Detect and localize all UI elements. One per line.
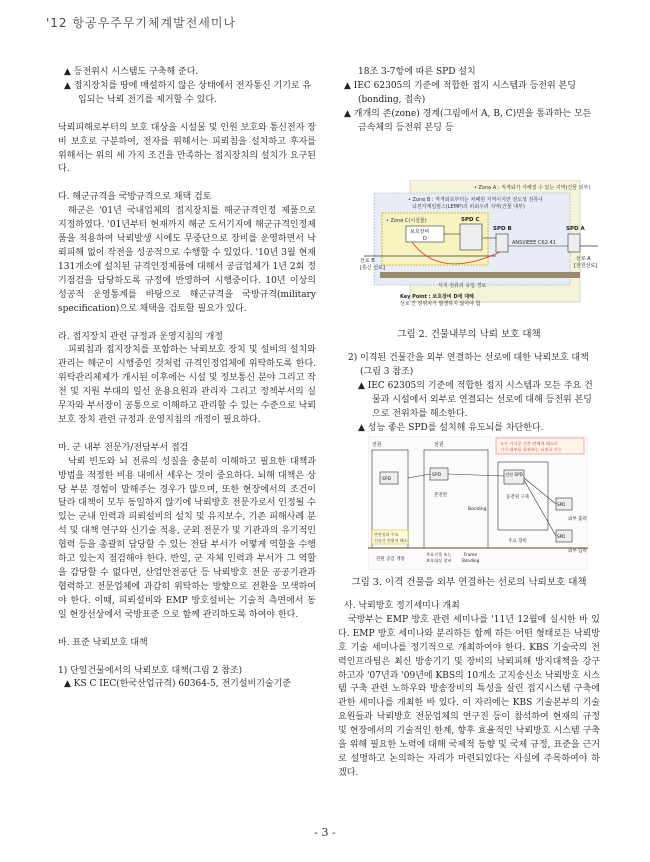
main-equip-label: 주요건물 또는	[426, 552, 452, 557]
spd-c-label: SPD C	[461, 217, 480, 223]
bullet-item: ▲ KS C IEC(한국산업규격) 60364-5, 전기설비기술기준	[64, 679, 292, 690]
equip-box-label: 전원 SPD	[505, 472, 523, 477]
power-label: 전원	[372, 442, 382, 448]
page-number: - 3 -	[314, 826, 336, 839]
spd-in-label: SPD	[557, 534, 566, 539]
bullet-item: ▲ 성능 좋은 SPD를 설치해 유도뇌를 차단한다.	[358, 422, 544, 433]
bonding-label: Bonding	[468, 507, 487, 512]
bullet-item: ▲ 등전위시 시스템도 구축해 준다.	[64, 67, 199, 77]
key-point-label: Key Point : 보호장비 D에 대해	[400, 294, 474, 300]
equipotential-label: 등전위 구축	[506, 495, 530, 500]
substation-note-2: 건물간 전위차 해소	[374, 538, 408, 543]
figure-3-caption: 그림 3. 이격 건물을 외부 연결하는 선로의 낙뢰보호 대책	[351, 577, 587, 588]
zone-a-label: • Zone A : 직격뢰가 가해질 수 있는 지역(건물 외부)	[474, 185, 591, 191]
ansi-label: ANSI/IEEE C62.41	[512, 240, 556, 246]
external-in-label: 외부 입력	[568, 549, 587, 554]
paragraph: 해군은 '01년 국내업체의 접지장치를 해군규격인정 제품으로 지정하였다. '01년부터 현재까지 해군 도서기지에 해군규격인정제품을 적용하여 낙뢰발생 시에도 무중단으로 장비를 운영하면서 낙뢰피해 없이 작전을 성공적으로 수행할 수 있었다. '10년 3월 현재 131개소에 설치된 규격인정제품에 대해서 공급업체가 1년 2회 정기점검을 담당하도록 규정에 반영하여 시행중이다. 10년 이상의 성공적 운영통계를 바탕으로 해군규격을 국방규격(military specification)으로 채택을 검토할 필요가 있다.	[58, 206, 316, 314]
paragraph: 피뢰침과 접지장치를 포함하는 낙뢰보호 장치 및 설비의 설치와 관리는 해군이 시행중인 것처럼 규격인정업체에 위탁하도록 한다. 위탁관리체제가 개시된 이후에는 시설 및 정보통신 분야 그리고 작전 및 지원 부대의 일선 운용요원과 관리자 그리고 정책부서의 실무자와 부서장이 공통으로 이해하고 관리할 수 있는 수준으로 낙뢰보호 장치 관련 규정과 운영지침의 개정이 필요하다.	[58, 345, 316, 425]
note-label: 모든 가거운 선은 전체적 폐소로	[500, 441, 558, 446]
right-column-middle	[338, 352, 600, 435]
bullet-item: ▲ IEC 62305의 기준에 적합한 접지 시스템과 등전위 본딩(bonding, 접속)	[344, 80, 576, 105]
paragraph: 낙뢰피해로부터의 보호 대상을 시설물 및 인원 보호와 통신전자 장비 보호로 구분하여, 전자를 위해서는 피뢰침을 설치하고 후자를 위해서는 위의 세 가지 조건을 만족하는 접지장치의 설치가 요구된다.	[58, 122, 316, 175]
section-heading: 다. 해군규격을 국방규격으로 채택 검토	[58, 192, 212, 203]
left-column	[58, 66, 316, 692]
running-header: '12 항공우주무기체계발전세미나	[46, 16, 237, 30]
subheading: 1) 단일건물에서의 낙뢰보호 대책(그림 2 참조)	[58, 665, 243, 676]
panel-label: 분전반	[434, 493, 448, 498]
spd-b-label: SPD B	[493, 226, 512, 232]
power-ground-label: 전원 공급 계통	[376, 557, 405, 562]
zone-c-label: • Zone C(시설물)	[386, 218, 427, 224]
line-a-label-2: [전원선로]	[574, 263, 598, 269]
section-heading: 마. 군 내부 전문가/전담부서 접검	[58, 442, 189, 453]
surge-path-label: 서지 전류의 유입 경로	[438, 283, 487, 289]
bullet-item: ▲ IEC 62305의 기준에 적합한 접지 시스템과 모든 주요 건물과 시설에서 외부로 연결되는 선로에 대해 등전위 본딩으로 전위차를 해소한다.	[358, 380, 593, 419]
bullet-continuation: 18조 3-7항에 따른 SPD 설치	[358, 67, 476, 77]
power-label-2: 전원	[434, 442, 444, 448]
line-b-label-2: [통신 선로]	[360, 265, 385, 271]
line-a-label: 선로 A	[576, 256, 591, 262]
substation-note: 변전실과 주요	[374, 532, 399, 537]
section-heading: 바. 표준 낙뢰보호 대책	[58, 637, 148, 648]
device-label: 보호장비	[410, 229, 430, 235]
note-label-2: 기기 대부를 통과하는 뇌전로 가능	[500, 447, 562, 452]
main-equip-label-2: 보호대상 장비	[426, 558, 452, 563]
zone-b-label-2: 뇌전자계임펄스(LEMP)의 피뢰우려 지역(건물 내부)	[412, 204, 525, 210]
frame-label: Frame	[464, 552, 478, 557]
figure-2-diagram	[360, 180, 600, 322]
right-column-top	[338, 66, 600, 136]
line-b-label: 선로 B	[360, 258, 375, 264]
external-out-label: 외부 출력	[568, 517, 587, 522]
spd-a-label: SPD A	[566, 226, 585, 232]
spd-out-label: SPD	[557, 502, 566, 507]
zone-b-label: • Zone B : 직격뢰로부터는 차폐된 지역이지만 전도성 전류나	[408, 197, 543, 203]
device-d-label: D	[423, 236, 427, 242]
main-device-label: 주요 장비	[508, 539, 527, 544]
paragraph: 낙뢰 빈도와 뇌 전류의 성질을 충분히 이해하고 필요한 대책과 방법을 적정한 비용 내에서 세우는 것이 중요하다. 뇌해 대책은 상당 부분 경험이 말해주는 경우가 많으며, 또한 현장에서의 조건이 달라 대책이 모두 동일하지 않기에 낙뢰방호 전문가로서 인정될 수 있는 군내 인력과 피뢰설비의 설치 및 유지보수, 기존 피해사례 분석 및 대책 연구와 신기술 적용, 군외 전문가 및 기관과의 유기적인 협력 등을 총괄히 담당할 수 있는 전담 부서가 어떻게 역할을 수행하고 있는지 점검해야 한다. 반일, 군 자체 인력과 부서가 그 역할을 감당할 수 없다면, 산업안전공단 등 낙뢰방호 전문 공공기관과 협력하고 전문업체에 과감히 위탁하는 방향으로 전환을 모색하여야 한다. 이때, 피뢰설비와 EMP 방호설비는 기술적 측면에서 동일 현장선상에서 국방표준 으로 함께 관리하도록 하여야 한다.	[58, 456, 316, 620]
key-point-label-2: 선로 간 전위차가 발생하지 않아야 함	[400, 301, 481, 307]
paragraph: 국방부는 EMP 방호 관련 세미나를 '11년 12월에 실시한 바 있다. EMP 방호 세미나와 분리하든 함께 하든 어떤 형태로든 낙뢰방호 기술 세미나를 정기적으로 개최하여야 한다. KBS 기술국의 전력인프라팀은 최신 방송기기 및 장비의 낙뢰피해 방지대책을 강구하고자 '07년과 '09년에 KBS의 10개소 고지송신소 낙뢰방호 시스템 구축 관련 노하우와 방송장비의 특성을 살린 접지시스템 구축에 관한 세미나를 개최한 바 있다. 이 자리에는 KBS 기술본부의 기술요원들과 낙뢰방호 전문업체의 연구진 등이 참석하여 현재의 규정 및 현장에서의 기술적인 한계, 향후 효율적인 낙뢰방호 시스템 구축을 위해 필요한 노력에 대해 국제적 동향 및 국제 규정, 표준을 근거로 설명하고 논의하는 자리가 마련되었다는 사실에 주목하여야 하겠다.	[338, 614, 600, 778]
spd-label-2: SPD	[432, 473, 442, 478]
right-column-bottom	[338, 600, 600, 781]
subheading: 2) 이격된 건물간을 외부 연결하는 선로에 대한 낙뢰보호 대책(그림 3 참조)	[348, 353, 589, 377]
section-heading: 라. 접지장치 관련 규정과 운영지침의 개정	[58, 331, 223, 342]
bullet-item: ▲ 접지장치를 땅에 매설하지 않은 상태에서 전자통신 기기로 유입되는 낙뢰 전기를 제거할 수 있다.	[64, 80, 312, 105]
spd-label: SPD	[382, 477, 392, 482]
figure-2-caption: 그림 2. 건물내부의 낙뢰 보호 대책	[397, 329, 541, 340]
figure-3-diagram	[368, 436, 588, 570]
section-heading: 사. 낙뢰방호 정기세미나 개최	[344, 601, 460, 611]
bullet-item: ▲ 개개의 존(zone) 경계(그림에서 A, B, C)면을 통과하는 모든 금속체의 등전위 본딩 등	[344, 108, 592, 133]
frame-label-2: Bonding	[462, 558, 480, 563]
